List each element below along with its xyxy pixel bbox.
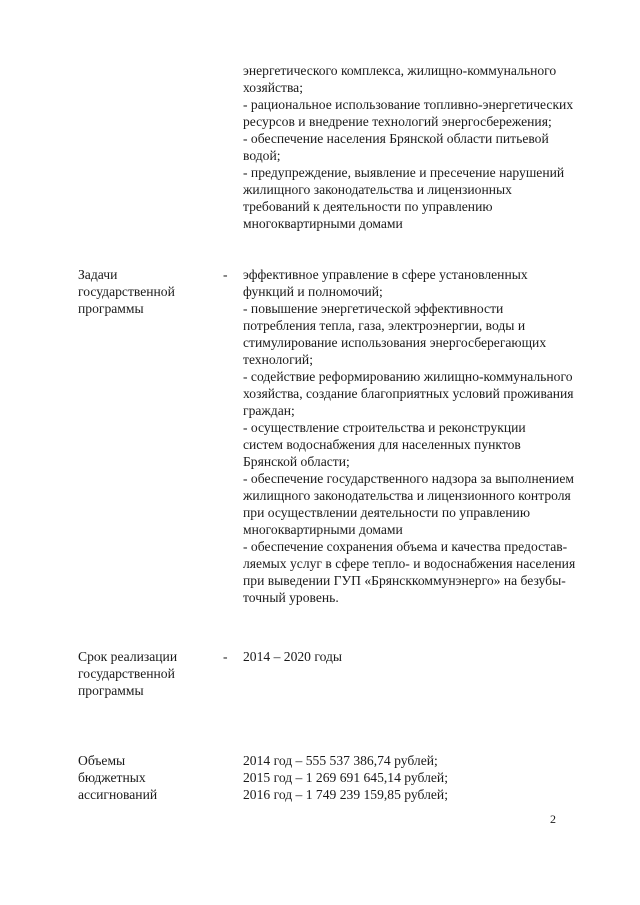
tasks-dash: - [223,267,228,282]
text-line: хозяйства; [243,80,303,95]
tasks-label-line: Задачи [78,267,118,282]
tasks-line: функций и полномочий; [243,284,383,299]
tasks-line: точный уровень. [243,590,339,605]
text-line: жилищного законодательства и лицензионных [243,182,512,197]
text-line: - предупреждение, выявление и пресечение нарушений [243,165,565,180]
page-number: 2 [550,812,556,826]
term-value: 2014 – 2020 годы [243,649,343,664]
tasks-label-line: государственной [78,284,175,299]
tasks-line: потребления тепла, газа, электроэнергии, воды и [243,318,526,333]
budget-line: 2014 год – 555 537 386,74 рублей; [243,753,438,768]
tasks-line: при осуществлении деятельности по управлению [243,505,530,520]
text-line: энергетического комплекса, жилищно-коммунального [243,63,557,78]
tasks-line: граждан; [243,403,295,418]
tasks-label-line: программы [78,301,144,316]
tasks-line: при выведении ГУП «Брянсккоммунэнерго» на безубы- [243,573,566,588]
term-label-line: программы [78,683,144,698]
tasks-line: - осуществление строительства и реконструкции [243,420,526,435]
term-label-line: государственной [78,666,175,681]
tasks-line: жилищного законодательства и лицензионного контроля [243,488,571,503]
term-label-line: Срок реализации [78,649,178,664]
tasks-line: Брянской области; [243,454,350,469]
text-line: - рациональное использование топливно-энергетических [243,97,574,112]
budget-line: 2016 год – 1 749 239 159,85 рублей; [243,787,448,802]
tasks-line: стимулирование использования энергосберегающих [243,335,547,350]
tasks-line: - обеспечение сохранения объема и качества предостав- [243,539,568,554]
budget-label-line: бюджетных [78,770,146,785]
tasks-line: систем водоснабжения для населенных пунктов [243,437,521,452]
text-line: ресурсов и внедрение технологий энергосбережения; [243,114,552,129]
budget-line: 2015 год – 1 269 691 645,14 рублей; [243,770,448,785]
text-line: требований к деятельности по управлению [243,199,493,214]
tasks-line: - содействие реформированию жилищно-коммунального [243,369,573,384]
tasks-line: ляемых услуг в сфере тепло- и водоснабжения населения [243,556,576,571]
tasks-line: эффективное управление в сфере установленных [243,267,528,282]
term-dash: - [223,649,228,664]
text-line: водой; [243,148,281,163]
budget-label-line: ассигнований [78,787,158,802]
tasks-line: - повышение энергетической эффективности [243,301,504,316]
tasks-line: технологий; [243,352,313,367]
tasks-line: хозяйства, создание благоприятных условий проживания [243,386,574,401]
tasks-line: - обеспечение государственного надзора за выполнением [243,471,574,486]
tasks-line: многоквартирными домами [243,522,403,537]
budget-label-line: Объемы [78,753,126,768]
text-line: многоквартирными домами [243,216,403,231]
text-line: - обеспечение населения Брянской области питьевой [243,131,549,146]
